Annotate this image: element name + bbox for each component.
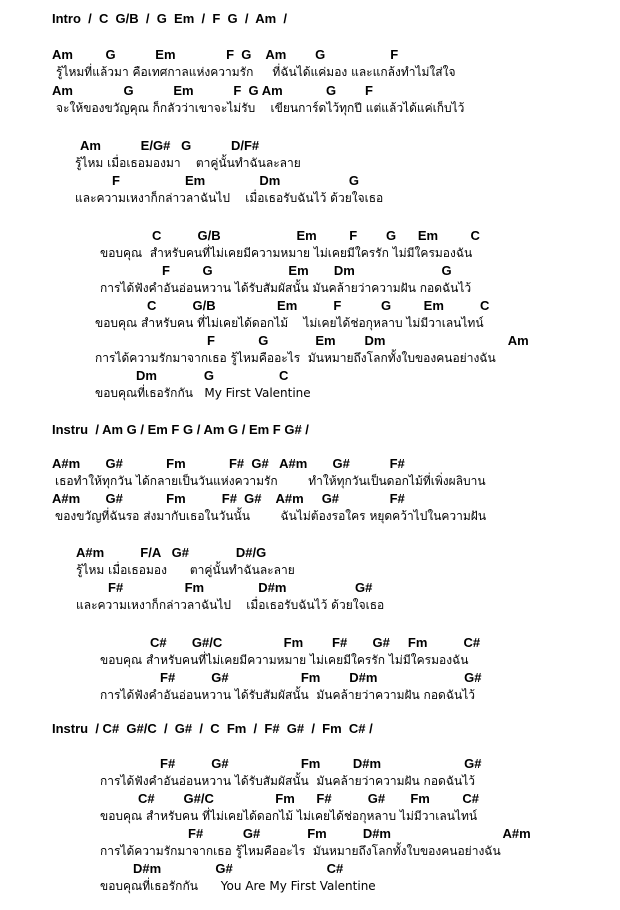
chord-line: C# G#/C Fm F# G# Fm C# <box>138 791 479 806</box>
chord-line: F G Em Dm G <box>162 263 452 278</box>
lyric-line: การได้ฟังคำอันอ่อนหวาน ได้รับสัมผัสนั้น มันคล้ายว่าความฝัน กอดฉันไว้ <box>100 774 475 788</box>
lyric-line: รู้ไหม เมื่อเธอมอง ตาคู่นั้นทำฉันละลาย <box>76 563 295 577</box>
chord-line: F# G# Fm D#m G# <box>160 756 482 771</box>
chord-line: F# G# Fm D#m A#m <box>188 826 531 841</box>
chord-line: Am E/G# G D/F# <box>80 138 260 153</box>
chord-line: Dm G C <box>136 368 289 383</box>
lyric-line: รู้ไหม เมื่อเธอมองมา ตาคู่นั้นทำฉันละลาย <box>75 156 301 170</box>
chord-line: Am G Em F G Am G F <box>52 83 373 98</box>
lyric-line: รู้ไหมที่แล้วมา คือเทศกาลแห่งความรัก ที่ฉันได้แค่มอง และแกล้งทำไม่ใส่ใจ <box>56 65 456 79</box>
chord-line: C G/B Em F G Em C <box>152 228 480 243</box>
chord-line: C# G#/C Fm F# G# Fm C# <box>150 635 481 650</box>
chord-line: F Em Dm G <box>112 173 360 188</box>
chord-line: A#m G# Fm F# G# A#m G# F# <box>52 491 405 506</box>
lyric-line: ขอบคุณที่เธอรักกัน You Are My First Valentine <box>100 879 376 893</box>
lyric-line: จะให้ของขวัญคุณ ก็กลัวว่าเขาจะไม่รับ เขียนการ์ดไว้ทุกปี แต่แล้วได้แค่เก็บไว้ <box>56 101 465 115</box>
lyric-line: การได้ความรักมาจากเธอ รู้ไหมคืออะไร มันหมายถึงโลกทั้งใบของคนอย่างฉัน <box>95 351 496 365</box>
section-header: Intro / C G/B / G Em / F G / Am / <box>52 11 287 26</box>
section-header: Instru / C# G#/C / G# / C Fm / F# G# / Fm C# / <box>52 721 373 736</box>
chord-line: F G Em Dm Am <box>207 333 529 348</box>
lyric-line: การได้ฟังคำอันอ่อนหวาน ได้รับสัมผัสนั้น มันคล้ายว่าความฝัน กอดฉันไว้ <box>100 281 472 295</box>
section-header: Instru / Am G / Em F G / Am G / Em F G# / <box>52 422 309 437</box>
chord-line: F# G# Fm D#m G# <box>160 670 482 685</box>
chord-line: A#m G# Fm F# G# A#m G# F# <box>52 456 405 471</box>
chord-line: C G/B Em F G Em C <box>147 298 490 313</box>
lyric-line: ของขวัญที่ฉันรอ ส่งมากับเธอในวันนั้น ฉันไม่ต้องรอใคร หยุดคว้าไปในความฝัน <box>55 509 487 523</box>
lyric-line: เธอทำให้ทุกวัน ได้กลายเป็นวันแห่งความรัก ทำให้ทุกวันเป็นดอกไม้ที่เพิ่งผลิบาน <box>55 474 486 488</box>
lyric-line: การได้ฟังคำอันอ่อนหวาน ได้รับสัมผัสนั้น มันคล้ายว่าความฝัน กอดฉันไว้ <box>100 688 475 702</box>
lyric-line: ขอบคุณ สำหรับคน ที่ไม่เคยได้ดอกไม้ ไม่เคยได้ช่อกุหลาบ ไม่มีวาเลนไทน์ <box>95 316 484 330</box>
lyric-line: ขอบคุณ สำหรับคนที่ไม่เคยมีความหมาย ไม่เคยมีใครรัก ไม่มีใครมองฉัน <box>100 653 469 667</box>
chord-line: D#m G# C# <box>133 861 344 876</box>
lyric-line: ขอบคุณ สำหรับคน ที่ไม่เคยได้ดอกไม้ ไม่เคยได้ช่อกุหลาบ ไม่มีวาเลนไทน์ <box>100 809 478 823</box>
lyric-line: ขอบคุณที่เธอรักกัน My First Valentine <box>95 386 311 400</box>
lyric-line: และความเหงาก็กล่าวลาฉันไป เมื่อเธอรับฉันไว้ ด้วยใจเธอ <box>76 598 385 612</box>
chord-line: Am G Em F G Am G F <box>52 47 399 62</box>
chord-line: F# Fm D#m G# <box>108 580 373 595</box>
lyric-line: และความเหงาก็กล่าวลาฉันไป เมื่อเธอรับฉันไว้ ด้วยใจเธอ <box>75 191 384 205</box>
chord-line: A#m F/A G# D#/G <box>76 545 267 560</box>
lyric-line: การได้ความรักมาจากเธอ รู้ไหมคืออะไร มันหมายถึงโลกทั้งใบของคนอย่างฉัน <box>100 844 501 858</box>
lyric-line: ขอบคุณ สำหรับคนที่ไม่เคยมีความหมาย ไม่เคยมีใครรัก ไม่มีใครมองฉัน <box>100 246 473 260</box>
